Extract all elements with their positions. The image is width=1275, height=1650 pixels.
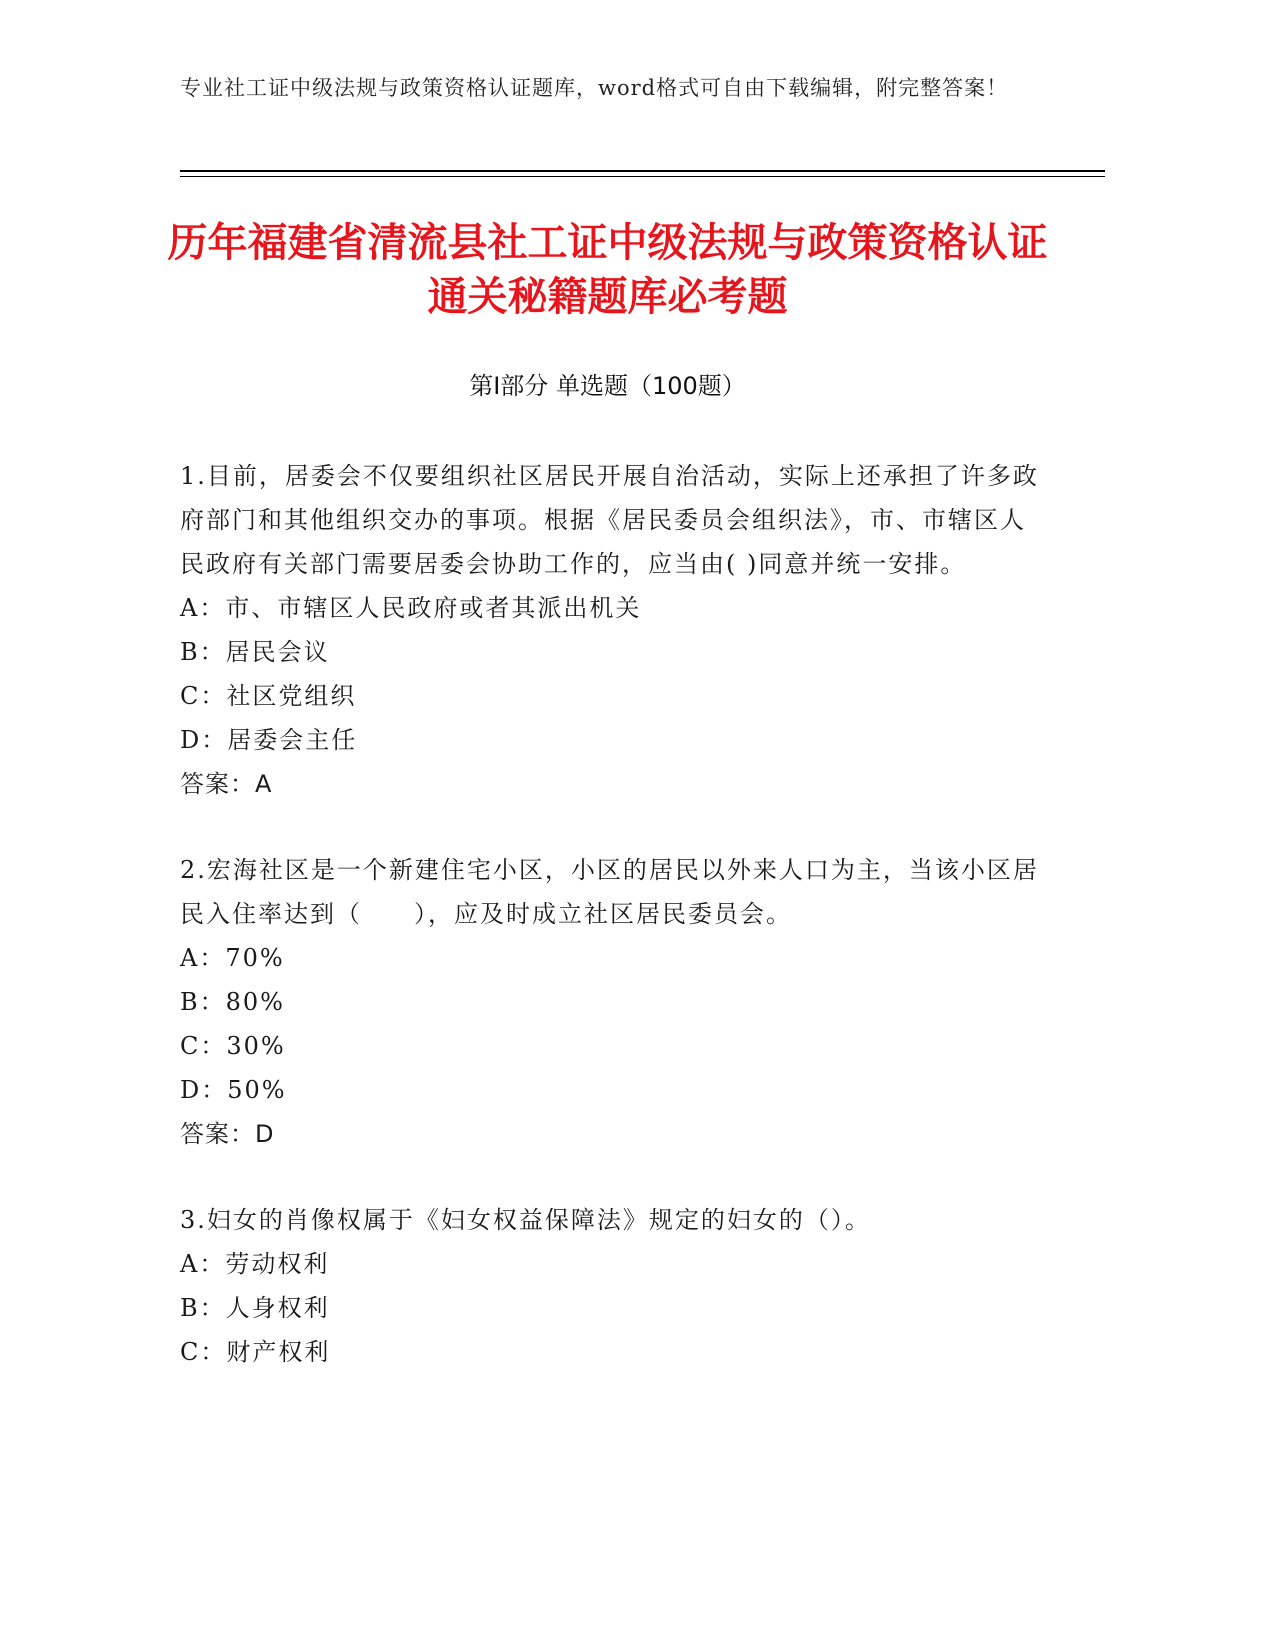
option-c: C：财产权利	[180, 1338, 331, 1366]
option-c: C：社区党组织	[180, 682, 357, 710]
option-a: A：70%	[180, 944, 285, 972]
answer-line: 答案：A	[180, 770, 273, 798]
question-stem: 3.妇女的肖像权属于《妇女权益保障法》规定的妇女的（）。	[180, 1206, 871, 1234]
option-b: B：人身权利	[180, 1294, 330, 1322]
option-b: B：居民会议	[180, 638, 330, 666]
question-item	[180, 454, 1040, 806]
option-d: D：居委会主任	[180, 726, 358, 754]
option-a: A：市、市辖区人民政府或者其派出机关	[180, 594, 642, 622]
option-d: D：50%	[180, 1076, 287, 1104]
option-a: A：劳动权利	[180, 1250, 330, 1278]
answer-line: 答案：D	[180, 1120, 275, 1148]
option-c: C：30%	[180, 1032, 286, 1060]
question-stem: 2.宏海社区是一个新建住宅小区，小区的居民以外来人口为主，当该小区居民入住率达到（ ），应及时成立社区居民委员会。	[180, 856, 1039, 928]
document-title: 历年福建省清流县社工证中级法规与政策资格认证通关秘籍题库必考题	[167, 220, 1048, 320]
header-divider-thick	[180, 170, 1105, 172]
section-heading: 第Ⅰ部分 单选题（100题）	[469, 372, 746, 400]
question-list	[180, 454, 1040, 1416]
header-note: 专业社工证中级法规与政策资格认证题库，word格式可自由下载编辑，附完整答案！	[180, 76, 1009, 100]
header-divider-thin	[180, 176, 1105, 177]
question-item	[180, 1198, 1040, 1374]
question-stem: 1.目前，居委会不仅要组织社区居民开展自治活动，实际上还承担了许多政府部门和其他组织交办的事项。根据《居民委员会组织法》，市、市辖区人民政府有关部门需要居委会协助工作的，应当由( )同意并统一安排。	[180, 462, 1039, 578]
option-b: B：80%	[180, 988, 285, 1016]
question-item	[180, 848, 1040, 1156]
